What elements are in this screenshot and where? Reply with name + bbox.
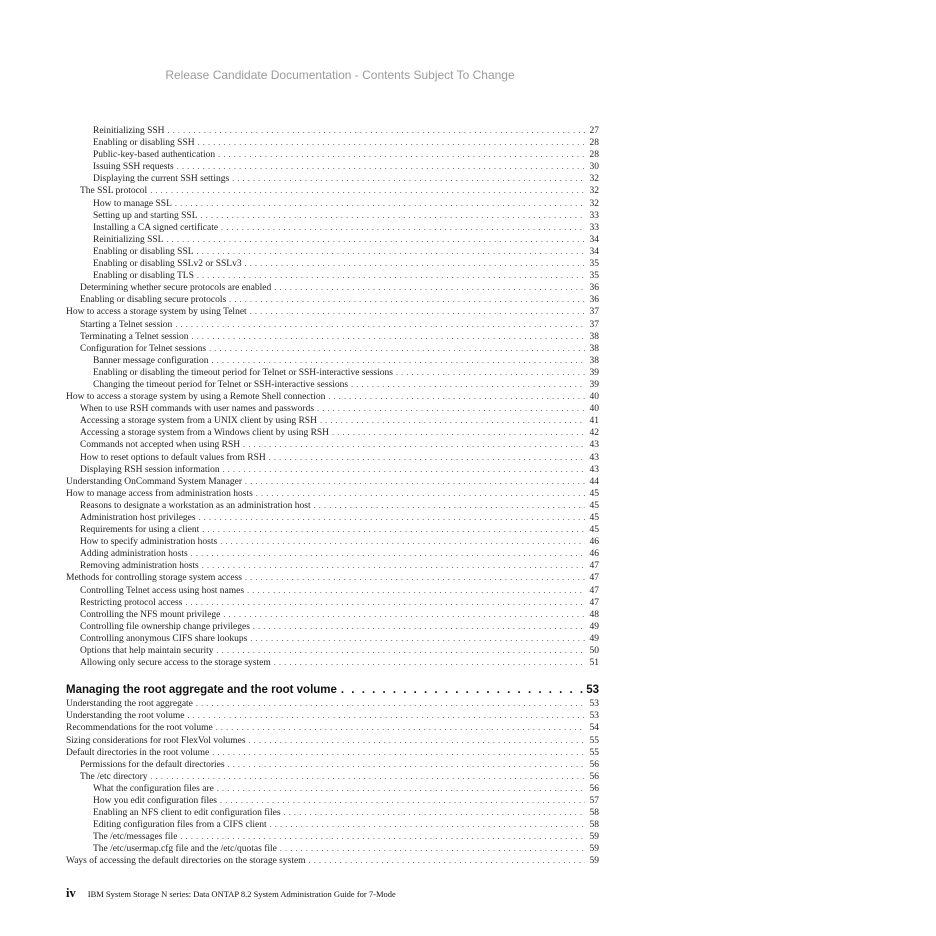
toc-dot-leader bbox=[221, 222, 585, 234]
table-of-contents bbox=[66, 125, 599, 868]
toc-entry-page: 47 bbox=[589, 597, 599, 608]
toc-dot-leader bbox=[197, 246, 585, 258]
toc-dot-leader bbox=[198, 137, 585, 149]
toc-entry-title: Determining whether secure protocols are enabled bbox=[80, 283, 272, 294]
toc-entries-bottom bbox=[66, 698, 599, 867]
footer-page-number: iv bbox=[66, 886, 76, 900]
toc-entry-page: 49 bbox=[589, 633, 599, 644]
toc-entry-title: Displaying RSH session information bbox=[80, 464, 220, 475]
toc-entry[interactable] bbox=[66, 125, 599, 137]
toc-dot-leader bbox=[197, 270, 585, 282]
toc-entry-title: Banner message configuration bbox=[93, 355, 209, 366]
toc-entry-page: 32 bbox=[589, 198, 599, 209]
toc-entry[interactable] bbox=[66, 572, 599, 584]
toc-dot-leader bbox=[218, 149, 585, 161]
toc-dot-leader bbox=[151, 771, 585, 783]
toc-dot-leader bbox=[250, 633, 585, 645]
toc-entry[interactable] bbox=[66, 415, 599, 427]
toc-dot-leader bbox=[328, 391, 585, 403]
toc-entry-title: Sizing considerations for root FlexVol volumes bbox=[66, 735, 246, 746]
toc-entry[interactable] bbox=[66, 282, 599, 294]
toc-entry-page: 55 bbox=[589, 747, 599, 758]
toc-dot-leader bbox=[249, 735, 585, 747]
toc-entry-title: Controlling the NFS mount privilege bbox=[80, 609, 221, 620]
toc-entry-title: Ways of accessing the default directories on the storage system bbox=[66, 856, 306, 867]
toc-entry-title: Adding administration hosts bbox=[80, 549, 188, 560]
toc-entry[interactable] bbox=[66, 246, 599, 258]
toc-entry-title: Allowing only secure access to the storage system bbox=[80, 658, 271, 669]
toc-entry-page: 56 bbox=[589, 771, 599, 782]
toc-entry[interactable] bbox=[66, 476, 599, 488]
toc-dot-leader bbox=[309, 855, 585, 867]
toc-entry-title: Removing administration hosts bbox=[80, 561, 199, 572]
toc-entry-page: 56 bbox=[589, 783, 599, 794]
toc-dot-leader bbox=[228, 759, 585, 771]
toc-entry[interactable] bbox=[66, 657, 599, 669]
toc-entry-title: The /etc/usermap.cfg file and the /etc/quotas file bbox=[93, 844, 277, 855]
toc-entry-page: 28 bbox=[589, 150, 599, 161]
toc-entry-page: 41 bbox=[589, 416, 599, 427]
toc-entry-page: 44 bbox=[589, 476, 599, 487]
toc-dot-leader bbox=[180, 831, 585, 843]
toc-dot-leader bbox=[245, 572, 585, 584]
toc-entry[interactable] bbox=[66, 234, 599, 246]
toc-entry[interactable] bbox=[66, 270, 599, 282]
toc-entry-page: 36 bbox=[589, 283, 599, 294]
toc-dot-leader bbox=[270, 819, 585, 831]
toc-entry[interactable] bbox=[66, 536, 599, 548]
toc-dot-leader bbox=[212, 355, 585, 367]
toc-entry[interactable] bbox=[66, 222, 599, 234]
toc-entry-page: 49 bbox=[589, 621, 599, 632]
toc-entry-title: Options that help maintain security bbox=[80, 646, 214, 657]
toc-entry-page: 37 bbox=[589, 319, 599, 330]
toc-entry-title: Controlling anonymous CIFS share lookups bbox=[80, 633, 248, 644]
toc-entry[interactable] bbox=[66, 597, 599, 609]
toc-dot-leader bbox=[332, 427, 585, 439]
toc-entry-page: 53 bbox=[589, 711, 599, 722]
toc-entry-page: 45 bbox=[589, 513, 599, 523]
toc-entry-page: 54 bbox=[589, 723, 599, 734]
toc-entry-page: 59 bbox=[589, 844, 599, 855]
toc-entry-title: Changing the timeout period for Telnet or SSH-interactive sessions bbox=[93, 379, 349, 390]
toc-entry[interactable] bbox=[66, 343, 599, 355]
toc-entry[interactable] bbox=[66, 819, 599, 831]
toc-entry-title: Commands not accepted when using RSH bbox=[80, 440, 241, 451]
toc-entry-title: Enabling or disabling SSL bbox=[93, 246, 194, 257]
toc-entry[interactable] bbox=[66, 783, 599, 795]
toc-dot-leader bbox=[280, 843, 585, 855]
toc-entry-page: 46 bbox=[589, 549, 599, 560]
toc-entry[interactable] bbox=[66, 439, 599, 451]
toc-entry-title: Enabling or disabling the timeout period for Telnet or SSH-interactive sessions bbox=[93, 367, 393, 378]
toc-entry-title: Terminating a Telnet session bbox=[80, 331, 189, 342]
toc-entry[interactable] bbox=[66, 855, 599, 867]
toc-entry-page: 47 bbox=[589, 561, 599, 572]
toc-entry-page: 32 bbox=[589, 174, 599, 185]
toc-entry-title: Issuing SSH requests bbox=[93, 162, 174, 173]
toc-dot-leader bbox=[216, 722, 585, 734]
toc-entry-title: The SSL protocol bbox=[80, 186, 148, 197]
toc-dot-leader bbox=[396, 367, 585, 379]
toc-entry[interactable] bbox=[66, 621, 599, 633]
toc-entry[interactable] bbox=[66, 319, 599, 331]
toc-entry-title: How to specify administration hosts bbox=[80, 537, 218, 548]
toc-entry-page: 55 bbox=[589, 735, 599, 746]
toc-entry-title: How to reset options to default values from RSH bbox=[80, 452, 266, 463]
toc-entry-page: 40 bbox=[589, 392, 599, 403]
toc-entry-title: Default directories in the root volume bbox=[66, 747, 210, 758]
toc-entry-page: 36 bbox=[589, 295, 599, 306]
toc-entry[interactable] bbox=[66, 771, 599, 783]
toc-entry[interactable] bbox=[66, 488, 599, 500]
toc-entry-page: 40 bbox=[589, 404, 599, 415]
toc-dot-leader bbox=[220, 795, 585, 807]
toc-entry[interactable] bbox=[66, 306, 599, 318]
toc-entry-page: 42 bbox=[589, 428, 599, 439]
toc-entry-page: 30 bbox=[589, 162, 599, 173]
toc-entry-page: 47 bbox=[589, 573, 599, 584]
toc-entry-title: The /etc directory bbox=[80, 771, 148, 782]
toc-entry-page: 35 bbox=[589, 259, 599, 270]
toc-entry-title: Recommendations for the root volume bbox=[66, 723, 213, 734]
toc-entry[interactable] bbox=[66, 524, 599, 536]
toc-dot-leader bbox=[166, 234, 585, 246]
toc-entry-title: How to access a storage system by using a Remote Shell connection bbox=[66, 392, 326, 403]
toc-entry-title: Controlling file ownership change privileges bbox=[80, 621, 250, 632]
toc-entry[interactable] bbox=[66, 379, 599, 391]
toc-entry[interactable] bbox=[66, 512, 599, 524]
toc-entry[interactable] bbox=[66, 759, 599, 771]
toc-entry-page: 33 bbox=[589, 210, 599, 221]
toc-entry-title: Editing configuration files from a CIFS client bbox=[93, 820, 267, 831]
toc-entry[interactable] bbox=[66, 355, 599, 367]
toc-entry[interactable] bbox=[66, 210, 599, 222]
toc-entry[interactable] bbox=[66, 331, 599, 343]
toc-entry[interactable] bbox=[66, 645, 599, 657]
toc-entry-title: Administration host privileges bbox=[80, 513, 196, 523]
toc-dot-leader bbox=[217, 783, 585, 795]
toc-entry-page: 43 bbox=[589, 464, 599, 475]
toc-entry[interactable] bbox=[66, 367, 599, 379]
toc-dot-leader bbox=[185, 597, 585, 609]
toc-entry[interactable] bbox=[66, 843, 599, 855]
toc-dot-leader bbox=[274, 657, 585, 669]
toc-chapter-heading[interactable] bbox=[66, 682, 599, 698]
toc-dot-leader bbox=[191, 548, 585, 560]
toc-entry-page: 51 bbox=[589, 658, 599, 669]
toc-entry-page: 47 bbox=[589, 585, 599, 596]
toc-entry-title: Reasons to designate a workstation as an administration host bbox=[80, 500, 311, 511]
toc-entry-title: Understanding OnCommand System Manager bbox=[66, 476, 242, 487]
toc-entry-page: 57 bbox=[589, 795, 599, 806]
toc-chapter-title: Managing the root aggregate and the root volume bbox=[66, 684, 337, 697]
toc-entry-title: Reinitializing SSH bbox=[93, 126, 165, 136]
toc-entry-page: 32 bbox=[589, 186, 599, 197]
toc-dot-leader bbox=[250, 306, 585, 318]
toc-entry[interactable] bbox=[66, 403, 599, 415]
toc-entry[interactable] bbox=[66, 795, 599, 807]
toc-entry-page: 34 bbox=[589, 246, 599, 257]
toc-dot-leader bbox=[220, 536, 585, 548]
toc-dot-leader bbox=[314, 500, 585, 512]
footer-book-title: IBM System Storage N series: Data ONTAP 8.2 System Administration Guide for 7-Mode bbox=[87, 889, 396, 899]
toc-entries-top bbox=[66, 125, 599, 669]
toc-entry[interactable] bbox=[66, 452, 599, 464]
toc-dot-leader bbox=[175, 198, 585, 210]
toc-entry-title: When to use RSH commands with user names and passwords bbox=[80, 404, 315, 415]
toc-entry-page: 43 bbox=[589, 452, 599, 463]
toc-entry[interactable] bbox=[66, 391, 599, 403]
toc-entry-title: What the configuration files are bbox=[93, 783, 214, 794]
toc-entry-page: 33 bbox=[589, 222, 599, 233]
toc-entry-page: 59 bbox=[589, 856, 599, 867]
toc-dot-leader bbox=[192, 331, 585, 343]
toc-dot-leader bbox=[274, 282, 585, 294]
toc-dot-leader bbox=[196, 698, 585, 710]
toc-entry[interactable] bbox=[66, 149, 599, 161]
toc-entry[interactable] bbox=[66, 137, 599, 149]
toc-dot-leader bbox=[187, 710, 585, 722]
toc-entry-title: Restricting protocol access bbox=[80, 597, 183, 608]
toc-entry-title: Public-key-based authentication bbox=[93, 150, 216, 161]
toc-entry-title: How to manage SSL bbox=[93, 198, 172, 209]
toc-entry-title: How to manage access from administration hosts bbox=[66, 488, 253, 499]
toc-dot-leader bbox=[223, 464, 585, 476]
toc-entry-title: Understanding the root aggregate bbox=[66, 699, 193, 710]
toc-entry-page: 39 bbox=[589, 367, 599, 378]
toc-dot-leader bbox=[217, 645, 585, 657]
toc-entry-page: 38 bbox=[589, 355, 599, 366]
toc-dot-leader bbox=[245, 258, 585, 270]
toc-entry[interactable] bbox=[66, 633, 599, 645]
toc-dot-leader bbox=[243, 439, 585, 451]
toc-entry-title: Enabling or disabling secure protocols bbox=[80, 295, 227, 306]
toc-dot-leader bbox=[245, 476, 585, 488]
toc-dot-leader bbox=[177, 161, 585, 173]
toc-entry-page: 43 bbox=[589, 440, 599, 451]
toc-entry[interactable] bbox=[66, 185, 599, 197]
toc-dot-leader bbox=[199, 512, 585, 524]
toc-entry-page: 27 bbox=[589, 126, 599, 136]
toc-entry-page: 34 bbox=[589, 234, 599, 245]
toc-entry-page: 38 bbox=[589, 343, 599, 354]
toc-entry-title: How to access a storage system by using Telnet bbox=[66, 307, 247, 318]
toc-entry[interactable] bbox=[66, 427, 599, 439]
toc-entry[interactable] bbox=[66, 258, 599, 270]
toc-entry-title: Methods for controlling storage system access bbox=[66, 573, 242, 584]
toc-entry-title: Permissions for the default directories bbox=[80, 759, 225, 770]
toc-entry-title: The /etc/messages file bbox=[93, 832, 178, 843]
draft-banner: Release Candidate Documentation - Contents Subject To Change bbox=[165, 68, 515, 82]
toc-dot-leader bbox=[253, 621, 585, 633]
toc-dot-leader bbox=[351, 379, 585, 391]
toc-entry[interactable] bbox=[66, 161, 599, 173]
toc-entry[interactable] bbox=[66, 698, 599, 710]
toc-entry-title: Enabling or disabling TLS bbox=[93, 271, 194, 282]
toc-dot-leader bbox=[201, 210, 586, 222]
toc-entry[interactable] bbox=[66, 548, 599, 560]
toc-entry-title: Starting a Telnet session bbox=[80, 319, 173, 330]
toc-dot-leader bbox=[202, 560, 585, 572]
toc-dot-leader bbox=[232, 173, 585, 185]
toc-dot-leader bbox=[284, 807, 585, 819]
toc-entry-page: 53 bbox=[589, 699, 599, 710]
page-footer bbox=[66, 884, 396, 902]
toc-dot-leader bbox=[317, 403, 585, 415]
toc-entry-page: 35 bbox=[589, 271, 599, 282]
toc-entry[interactable] bbox=[66, 735, 599, 747]
toc-entry-page: 46 bbox=[589, 537, 599, 548]
toc-entry-title: Enabling or disabling SSH bbox=[93, 138, 195, 149]
toc-dot-leader bbox=[212, 747, 585, 759]
toc-dot-leader bbox=[229, 294, 585, 306]
toc-entry-page: 48 bbox=[589, 609, 599, 620]
toc-entry-page: 58 bbox=[589, 820, 599, 831]
toc-dot-leader bbox=[256, 488, 585, 500]
toc-entry[interactable] bbox=[66, 500, 599, 512]
toc-entry-page: 38 bbox=[589, 331, 599, 342]
toc-entry-title: Accessing a storage system from a UNIX client by using RSH bbox=[80, 416, 317, 427]
toc-entry-title: How you edit configuration files bbox=[93, 795, 218, 806]
toc-dot-leader bbox=[175, 319, 585, 331]
toc-dot-leader bbox=[168, 125, 585, 137]
toc-dot-leader bbox=[223, 609, 585, 621]
toc-entry-title: Controlling Telnet access using host names bbox=[80, 585, 245, 596]
toc-entry[interactable] bbox=[66, 464, 599, 476]
toc-entry-title: Enabling an NFS client to edit configuration files bbox=[93, 808, 281, 819]
toc-entry[interactable] bbox=[66, 609, 599, 621]
toc-entry[interactable] bbox=[66, 294, 599, 306]
toc-entry[interactable] bbox=[66, 710, 599, 722]
toc-entry-page: 28 bbox=[589, 138, 599, 149]
toc-dot-leader bbox=[341, 682, 583, 698]
toc-entry[interactable] bbox=[66, 173, 599, 185]
toc-entry-title: Reinitializing SSL bbox=[93, 234, 164, 245]
toc-entry-page: 37 bbox=[589, 307, 599, 318]
toc-dot-leader bbox=[150, 185, 585, 197]
toc-entry[interactable] bbox=[66, 198, 599, 210]
toc-entry-title: Setting up and starting SSL bbox=[93, 210, 198, 221]
toc-entry-page: 45 bbox=[589, 500, 599, 511]
toc-entry-title: Requirements for using a client bbox=[80, 525, 200, 536]
toc-entry-page: 39 bbox=[589, 379, 599, 390]
toc-entry[interactable] bbox=[66, 747, 599, 759]
toc-dot-leader bbox=[320, 415, 585, 427]
toc-dot-leader bbox=[269, 452, 585, 464]
toc-entry-page: 50 bbox=[589, 646, 599, 657]
toc-entry[interactable] bbox=[66, 831, 599, 843]
toc-entry-title: Understanding the root volume bbox=[66, 711, 185, 722]
toc-entry-page: 45 bbox=[589, 525, 599, 536]
toc-dot-leader bbox=[209, 343, 585, 355]
toc-entry[interactable] bbox=[66, 585, 599, 597]
toc-entry-page: 56 bbox=[589, 759, 599, 770]
toc-entry-page: 45 bbox=[589, 488, 599, 499]
toc-dot-leader bbox=[202, 524, 585, 536]
toc-entry-page: 58 bbox=[589, 808, 599, 819]
toc-entry[interactable] bbox=[66, 807, 599, 819]
toc-entry-page: 59 bbox=[589, 832, 599, 843]
toc-entry-title: Installing a CA signed certificate bbox=[93, 222, 219, 233]
toc-entry-title: Displaying the current SSH settings bbox=[93, 174, 230, 185]
toc-dot-leader bbox=[247, 585, 585, 597]
toc-entry-title: Configuration for Telnet sessions bbox=[80, 343, 207, 354]
toc-entry[interactable] bbox=[66, 560, 599, 572]
toc-entry-title: Accessing a storage system from a Windows client by using RSH bbox=[80, 428, 330, 439]
toc-chapter-page: 53 bbox=[586, 684, 599, 697]
toc-entry-title: Enabling or disabling SSLv2 or SSLv3 bbox=[93, 259, 242, 270]
toc-entry[interactable] bbox=[66, 722, 599, 734]
